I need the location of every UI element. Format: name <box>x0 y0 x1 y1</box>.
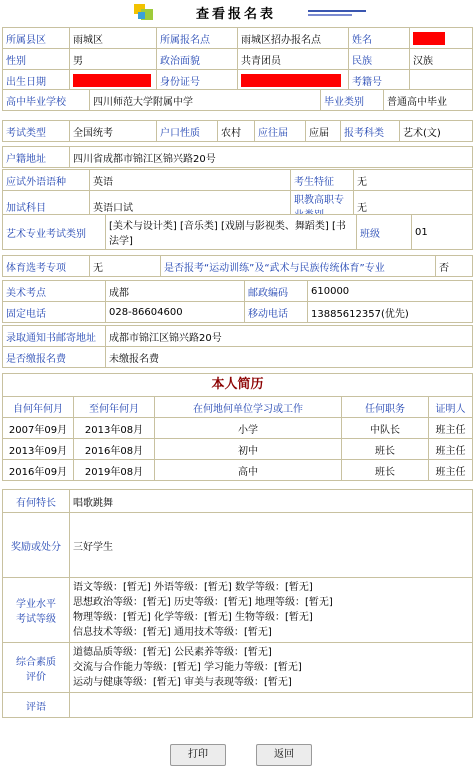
label-hukou: 户口性质 <box>157 121 218 142</box>
resume-cell: 中队长 <box>342 418 429 439</box>
resume-cell: 2007年09月 <box>3 418 74 439</box>
resume-header: 任何职务 <box>342 397 429 418</box>
value-gradtype: 普通高中毕业 <box>384 90 473 111</box>
registration-table <box>2 27 473 91</box>
print-button[interactable]: 打印 <box>170 744 226 766</box>
resume-cell: 班主任 <box>429 439 473 460</box>
levels-list <box>70 578 473 643</box>
contact-table <box>2 280 473 323</box>
value-name <box>410 28 473 49</box>
value-zip: 610000 <box>308 281 473 302</box>
art-table <box>2 214 473 250</box>
page-title: 查看报名表 <box>196 7 277 22</box>
title-decoration <box>308 10 366 18</box>
table-row <box>3 460 473 481</box>
label-artsite: 美术考点 <box>3 281 106 302</box>
label-ethnic: 民族 <box>349 49 410 70</box>
label-birth: 出生日期 <box>3 70 70 91</box>
exam-table <box>2 120 473 142</box>
value-county: 雨城区 <box>70 28 157 49</box>
label-lang: 应试外语语种 <box>3 170 90 191</box>
value-vocational: 无 <box>354 191 473 222</box>
table-row <box>3 439 473 460</box>
value-examno <box>410 70 473 91</box>
label-fee: 是否缴报名费 <box>3 347 106 368</box>
label-fresh: 应往届 <box>255 121 306 142</box>
value-fee: 未缴报名费 <box>106 347 473 368</box>
value-site: 雨城区招办报名点 <box>238 28 349 49</box>
value-lang: 英语 <box>90 170 291 191</box>
title-bar <box>0 0 476 24</box>
value-gender: 男 <box>70 49 157 70</box>
logo-icon <box>134 4 154 21</box>
quality-line: 交流与合作能力等级：[暂无] 学习能力等级：[暂无] <box>73 662 302 673</box>
value-award: 三好学生 <box>70 513 473 578</box>
value-grade: 01 <box>412 215 473 250</box>
label-zip: 邮政编码 <box>245 281 308 302</box>
resume-cell: 2016年09月 <box>3 460 74 481</box>
label-politics: 政治面貌 <box>157 49 238 70</box>
resume-cell: 小学 <box>155 418 342 439</box>
label-subject: 报考科类 <box>341 121 400 142</box>
value-mobile: 13885612357(优先) <box>308 302 473 323</box>
resume-cell: 初中 <box>155 439 342 460</box>
label-site: 所属报名点 <box>157 28 238 49</box>
level-line: 语文等级：[暂无] 外语等级：[暂无] 数学等级：[暂无] <box>73 582 313 593</box>
resume-header: 至何年何月 <box>74 397 155 418</box>
resume-header: 证明人 <box>429 397 473 418</box>
quality-list <box>70 643 473 693</box>
table-row <box>3 418 473 439</box>
label-talent: 有何特长 <box>3 490 70 513</box>
redacted-id <box>241 74 341 87</box>
label-county: 所属县区 <box>3 28 70 49</box>
value-fresh: 应届 <box>306 121 341 142</box>
label-gradtype: 毕业类别 <box>321 90 384 111</box>
resume-cell: 班主任 <box>429 418 473 439</box>
pe-table <box>2 255 473 277</box>
resume-cell: 班长 <box>342 439 429 460</box>
value-sport: 否 <box>436 256 473 277</box>
resume-cell: 2013年08月 <box>74 418 155 439</box>
value-pe: 无 <box>90 256 161 277</box>
label-examno: 考籍号 <box>349 70 410 91</box>
address-table <box>2 146 473 168</box>
mail-table <box>2 325 473 368</box>
label-extra: 加试科目 <box>3 191 90 222</box>
value-comment <box>70 693 473 718</box>
label-quality: 综合素质 评价 <box>3 643 70 693</box>
label-pe: 体育选考专项 <box>3 256 90 277</box>
back-button[interactable]: 返回 <box>256 744 312 766</box>
label-phone: 固定电话 <box>3 302 106 323</box>
label-vocational: 职教高职专 <box>291 191 354 222</box>
value-birth <box>70 70 157 91</box>
redacted-birth <box>73 74 151 87</box>
value-artsite: 成都 <box>106 281 245 302</box>
label-mobile: 移动电话 <box>245 302 308 323</box>
value-school: 四川师范大学附属中学 <box>90 90 321 111</box>
redacted-name <box>413 32 445 45</box>
resume-cell: 2019年08月 <box>74 460 155 481</box>
label-examtype: 考试类型 <box>3 121 70 142</box>
quality-line: 道德品质等级：[暂无] 公民素养等级：[暂无] <box>73 647 272 658</box>
value-ethnic: 汉族 <box>410 49 473 70</box>
label-award: 奖励或处分 <box>3 513 70 578</box>
resume-table <box>2 396 473 481</box>
label-school: 高中毕业学校 <box>3 90 90 111</box>
level-line: 信息技术等级：[暂无] 通用技术等级：[暂无] <box>73 627 272 638</box>
label-feature: 考生特征 <box>291 170 354 191</box>
value-subject: 艺术(文) <box>400 121 473 142</box>
level-line: 物理等级：[暂无] 化学等级：[暂无] 生物等级：[暂无] <box>73 612 313 623</box>
value-id <box>238 70 349 91</box>
value-feature: 无 <box>354 170 473 191</box>
resume-cell: 2013年09月 <box>3 439 74 460</box>
label-sport: 是否报考“运动训练”及“武术与民族传统体育”专业 <box>161 256 436 277</box>
quality-line: 运动与健康等级：[暂无] 审美与表现等级：[暂无] <box>73 677 292 688</box>
label-art: 艺术专业考试类别 <box>3 215 106 250</box>
value-examtype: 全国统考 <box>70 121 157 142</box>
resume-heading: 本人简历 <box>2 373 473 397</box>
resume-cell: 班长 <box>342 460 429 481</box>
label-comment: 评语 <box>3 693 70 718</box>
label-grade: 班级 <box>357 215 412 250</box>
evaluation-table <box>2 489 473 718</box>
school-table <box>2 89 473 111</box>
resume-header: 自何年何月 <box>3 397 74 418</box>
value-extra: 英语口试 <box>90 191 291 222</box>
resume-cell: 高中 <box>155 460 342 481</box>
value-phone: 028-86604600 <box>106 302 245 323</box>
level-line: 思想政治等级：[暂无] 历史等级：[暂无] 地理等级：[暂无] <box>73 597 333 608</box>
label-address: 户籍地址 <box>3 147 70 168</box>
resume-header: 在何地何单位学习或工作 <box>155 397 342 418</box>
label-mail: 录取通知书邮寄地址 <box>3 326 106 347</box>
label-gender: 性别 <box>3 49 70 70</box>
value-art: [美术与设计类] [音乐类] [戏剧与影视类、舞蹈类] [书法学] <box>106 215 357 250</box>
label-name: 姓名 <box>349 28 410 49</box>
label-levels: 学业水平 考试等级 <box>3 578 70 643</box>
value-address: 四川省成都市锦江区锦兴路20号 <box>70 147 473 168</box>
value-hukou: 农村 <box>218 121 255 142</box>
resume-cell: 2016年08月 <box>74 439 155 460</box>
value-politics: 共青团员 <box>238 49 349 70</box>
value-talent: 唱歌跳舞 <box>70 490 473 513</box>
value-mail: 成都市锦江区锦兴路20号 <box>106 326 473 347</box>
button-bar <box>0 744 476 766</box>
label-id: 身份证号 <box>157 70 238 91</box>
resume-cell: 班主任 <box>429 460 473 481</box>
